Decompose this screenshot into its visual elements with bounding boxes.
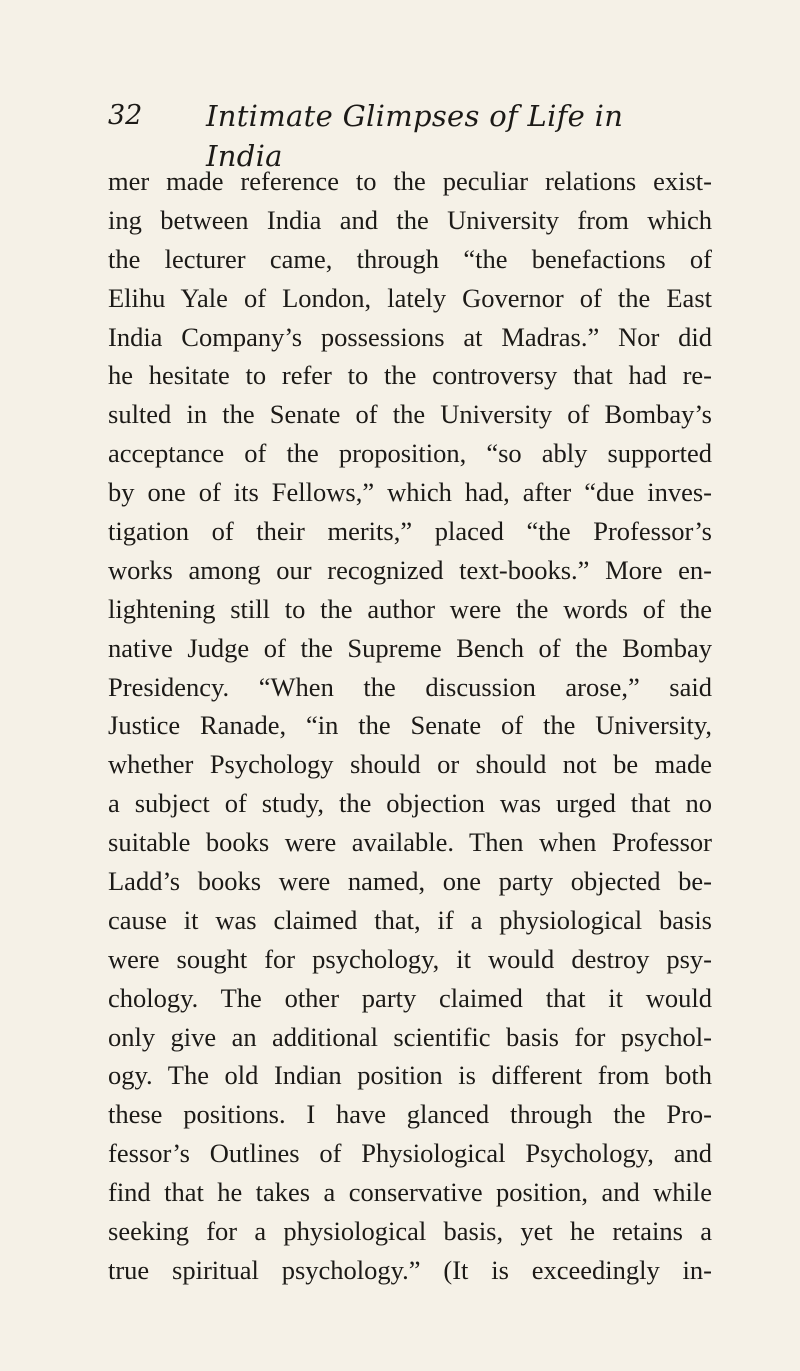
text-line: Presidency. “When the discussion arose,” said	[108, 671, 712, 702]
text-line: suitable books were available. Then when Professor	[108, 827, 712, 858]
text-line: whether Psychology should or should not be made	[108, 749, 712, 780]
text-line: by one of its Fellows,” which had, after “due inves-	[108, 477, 712, 508]
text-line: tigation of their merits,” placed “the Professor’s	[108, 516, 712, 547]
page-number: 32	[108, 100, 143, 131]
text-line: Elihu Yale of London, lately Governor of the East	[108, 282, 712, 313]
text-line: works among our recognized text-books.” More en-	[108, 554, 712, 585]
text-line: India Company’s possessions at Madras.” Nor did	[108, 321, 712, 352]
running-title: Intimate Glimpses of Life in India	[206, 99, 624, 173]
text-line: find that he takes a conservative position, and while	[108, 1177, 712, 1208]
text-line: Ladd’s books were named, one party objected be-	[108, 866, 712, 897]
text-line: Justice Ranade, “in the Senate of the University,	[108, 710, 712, 741]
text-line: chology. The other party claimed that it would	[108, 982, 712, 1013]
text-line: native Judge of the Supreme Bench of the Bombay	[108, 632, 712, 663]
text-line: only give an additional scientific basis for psychol-	[108, 1021, 712, 1052]
text-line: fessor’s Outlines of Physiological Psychology, and	[108, 1138, 712, 1169]
text-line: these positions. I have glanced through the Pro-	[108, 1099, 712, 1130]
text-line: sulted in the Senate of the University of Bombay’s	[108, 399, 712, 430]
text-line: the lecturer came, through “the benefactions of	[108, 243, 712, 274]
text-line: ogy. The old Indian position is different from both	[108, 1060, 712, 1091]
text-line: lightening still to the author were the words of the	[108, 593, 712, 624]
text-line: a subject of study, the objection was urged that no	[108, 788, 712, 819]
text-line: mer made reference to the peculiar relations exist-	[108, 166, 712, 196]
body-text	[108, 162, 712, 1290]
text-line: he hesitate to refer to the controversy that had re-	[108, 360, 712, 391]
text-line: ing between India and the University from which	[108, 204, 712, 235]
text-line: were sought for psychology, it would destroy psy-	[108, 943, 712, 974]
text-line: cause it was claimed that, if a physiological basis	[108, 904, 712, 935]
text-line: seeking for a physiological basis, yet he retains a	[108, 1216, 712, 1247]
text-line: acceptance of the proposition, “so ably supported	[108, 438, 712, 469]
text-line: true spiritual psychology.” (It is exceedingly in-	[108, 1254, 712, 1285]
page-header	[108, 96, 708, 173]
